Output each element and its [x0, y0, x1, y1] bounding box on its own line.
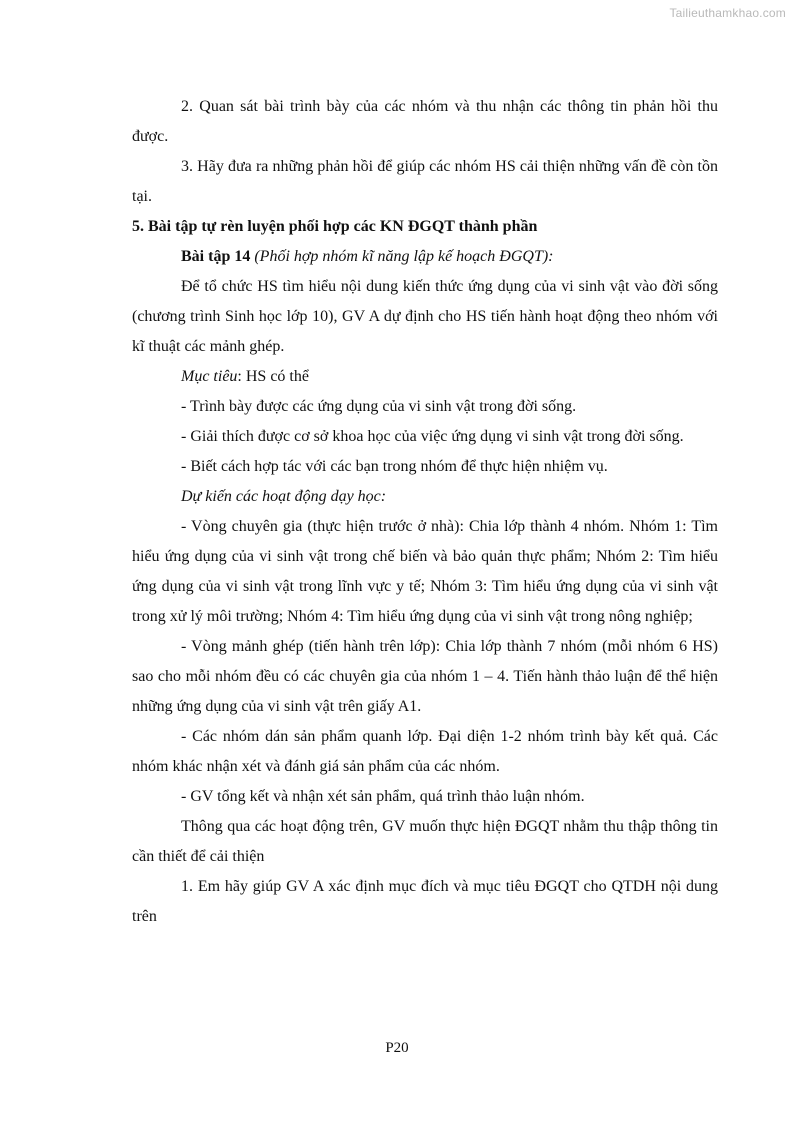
objective-item: - Trình bày được các ứng dụng của vi sinh vật trong đời sống. [181, 398, 577, 415]
exercise-note: (Phối hợp nhóm kĩ năng lập kế hoạch ĐGQT): [250, 248, 554, 265]
objective-line [132, 362, 718, 392]
objective-label: Mục tiêu [181, 368, 238, 385]
objective-item: - Biết cách hợp tác với các bạn trong nhóm để thực hiện nhiệm vụ. [181, 458, 608, 475]
paragraph-purpose: Thông qua các hoạt động trên, GV muốn thực hiện ĐGQT nhằm thu thập thông tin cần thiết để cải thiện [132, 818, 718, 865]
exercise-title [132, 242, 718, 272]
page-number: P20 [385, 1040, 409, 1056]
activity-item: - GV tổng kết và nhận xét sản phẩm, quá trình thảo luận nhóm. [181, 788, 585, 805]
watermark: Tailieuthamkhao.com [669, 6, 786, 20]
activity-item: - Vòng mảnh ghép (tiến hành trên lớp): Chia lớp thành 7 nhóm (mỗi nhóm 6 HS) sao cho mỗi nhóm đều có các chuyên gia của nhóm 1 – 4. Tiến hành thảo luận để thể hiện những ứng dụng của vi sinh vật trên giấy A1. [132, 638, 718, 715]
activities-label: Dự kiến các hoạt động dạy học: [181, 488, 387, 505]
paragraph-observe: 2. Quan sát bài trình bày của các nhóm và thu nhận các thông tin phản hồi thu được. [132, 98, 718, 145]
objective-item: - Giải thích được cơ sở khoa học của việc ứng dụng vi sinh vật trong đời sống. [181, 428, 684, 445]
activity-item: - Các nhóm dán sản phẩm quanh lớp. Đại diện 1-2 nhóm trình bày kết quả. Các nhóm khác nhận xét và đánh giá sản phẩm của các nhóm. [132, 728, 718, 775]
paragraph-feedback: 3. Hãy đưa ra những phản hồi để giúp các nhóm HS cải thiện những vấn đề còn tồn tại. [132, 158, 718, 205]
objective-rest: : HS có thể [237, 368, 309, 385]
page-body [132, 92, 718, 932]
paragraph-intro: Để tổ chức HS tìm hiểu nội dung kiến thức ứng dụng của vi sinh vật vào đời sống (chương trình Sinh học lớp 10), GV A dự định cho HS tiến hành hoạt động theo nhóm với kĩ thuật các mảnh ghép. [132, 278, 718, 355]
section-heading: 5. Bài tập tự rèn luyện phối hợp các KN ĐGQT thành phần [132, 218, 538, 235]
exercise-label: Bài tập 14 [181, 248, 251, 265]
activity-item: - Vòng chuyên gia (thực hiện trước ở nhà): Chia lớp thành 4 nhóm. Nhóm 1: Tìm hiểu ứng dụng của vi sinh vật trong chế biến và bảo quản thực phẩm; Nhóm 2: Tìm hiểu ứng dụng của vi sinh vật trong lĩnh vực y tế; Nhóm 3: Tìm hiểu ứng dụng của vi sinh vật trong xử lý môi trường; Nhóm 4: Tìm hiểu ứng dụng của vi sinh vật trong nông nghiệp; [132, 518, 718, 625]
question-1: 1. Em hãy giúp GV A xác định mục đích và mục tiêu ĐGQT cho QTDH nội dung trên [132, 878, 718, 925]
